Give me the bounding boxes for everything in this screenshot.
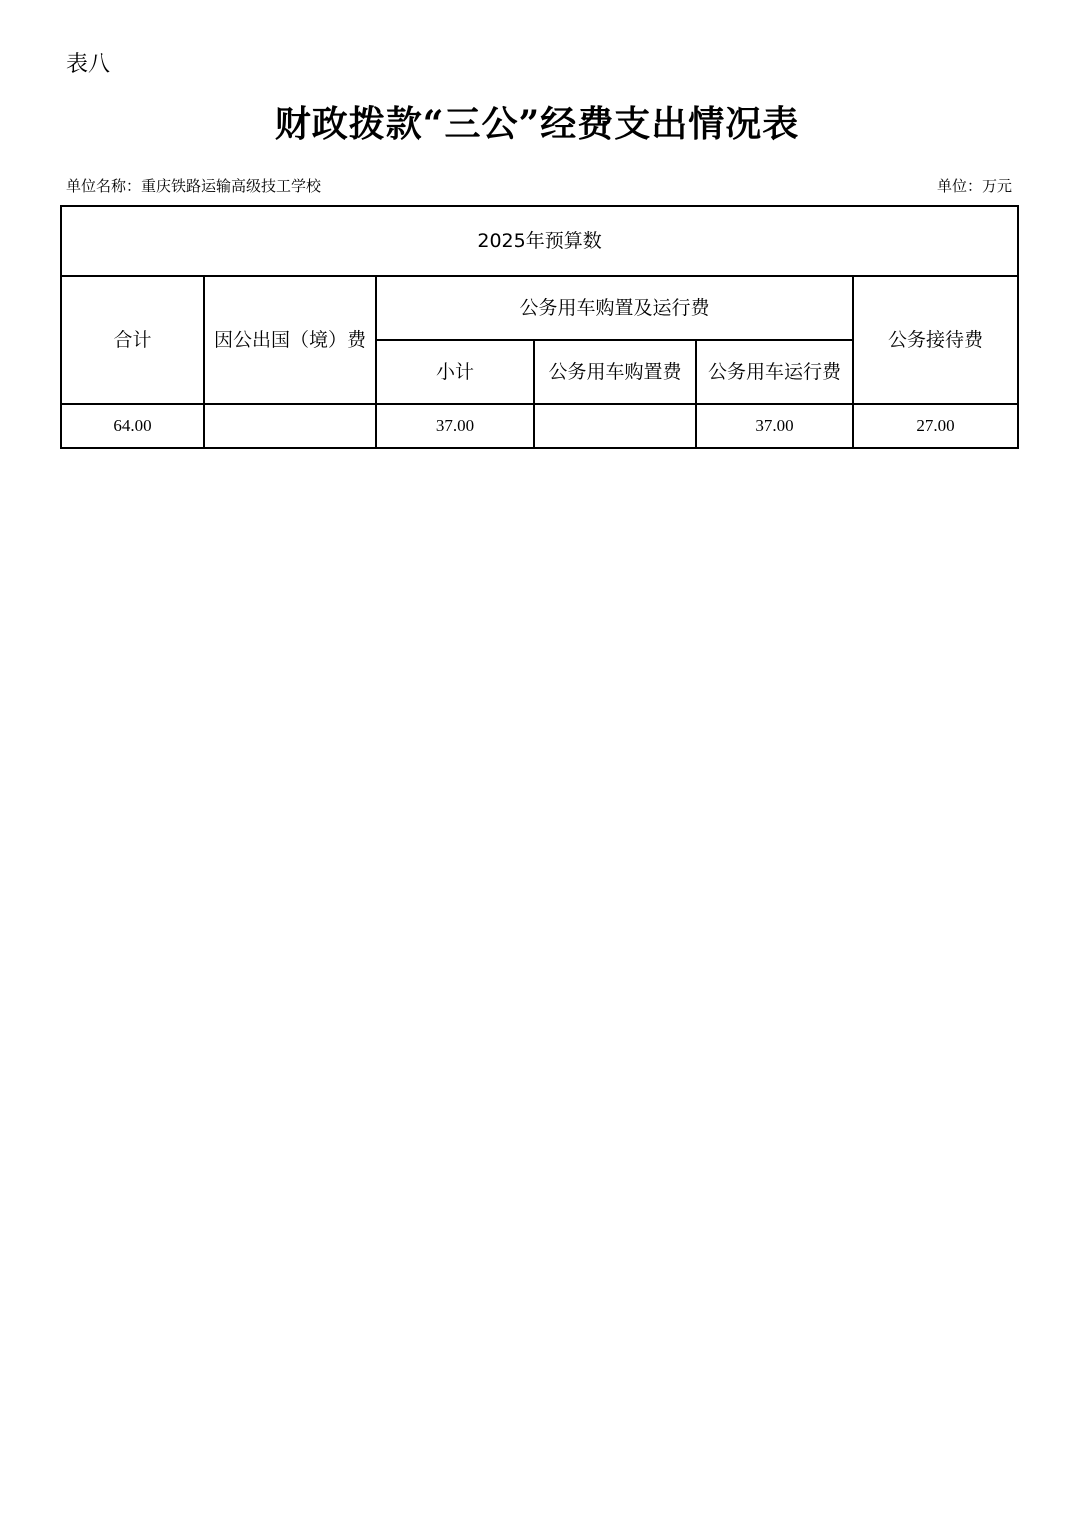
cell-vehicle-subtotal: 37.00 (376, 404, 534, 448)
header-vehicle-subtotal: 小计 (376, 340, 534, 404)
header-reception-expenses: 公务接待费 (853, 276, 1018, 404)
cell-vehicle-purchase (534, 404, 696, 448)
unit-name-text: 单位名称：重庆铁路运输高级技工学校 (66, 177, 322, 195)
cell-vehicle-operation: 37.00 (696, 404, 853, 448)
column-group-header-row (61, 276, 1018, 340)
header-vehicle-purchase: 公务用车购置费 (534, 340, 696, 404)
currency-unit-text: 单位：万元 (936, 177, 1012, 195)
header-vehicle-operation: 公务用车运行费 (696, 340, 853, 404)
cell-reception-expenses: 27.00 (853, 404, 1018, 448)
header-total: 合计 (61, 276, 204, 404)
budget-year-header: 2025年预算数 (61, 206, 1018, 276)
cell-abroad-expenses (204, 404, 376, 448)
header-vehicle-group: 公务用车购置及运行费 (376, 276, 853, 340)
header-abroad-expenses: 因公出国（境）费 (204, 276, 376, 404)
document-title: 财政拨款“三公”经费支出情况表 (274, 103, 800, 145)
table-number-label: 表八 (66, 52, 111, 77)
three-public-expenses-table (60, 205, 1019, 449)
budget-year-header-row (61, 206, 1018, 276)
table-row (61, 404, 1018, 448)
cell-total: 64.00 (61, 404, 204, 448)
